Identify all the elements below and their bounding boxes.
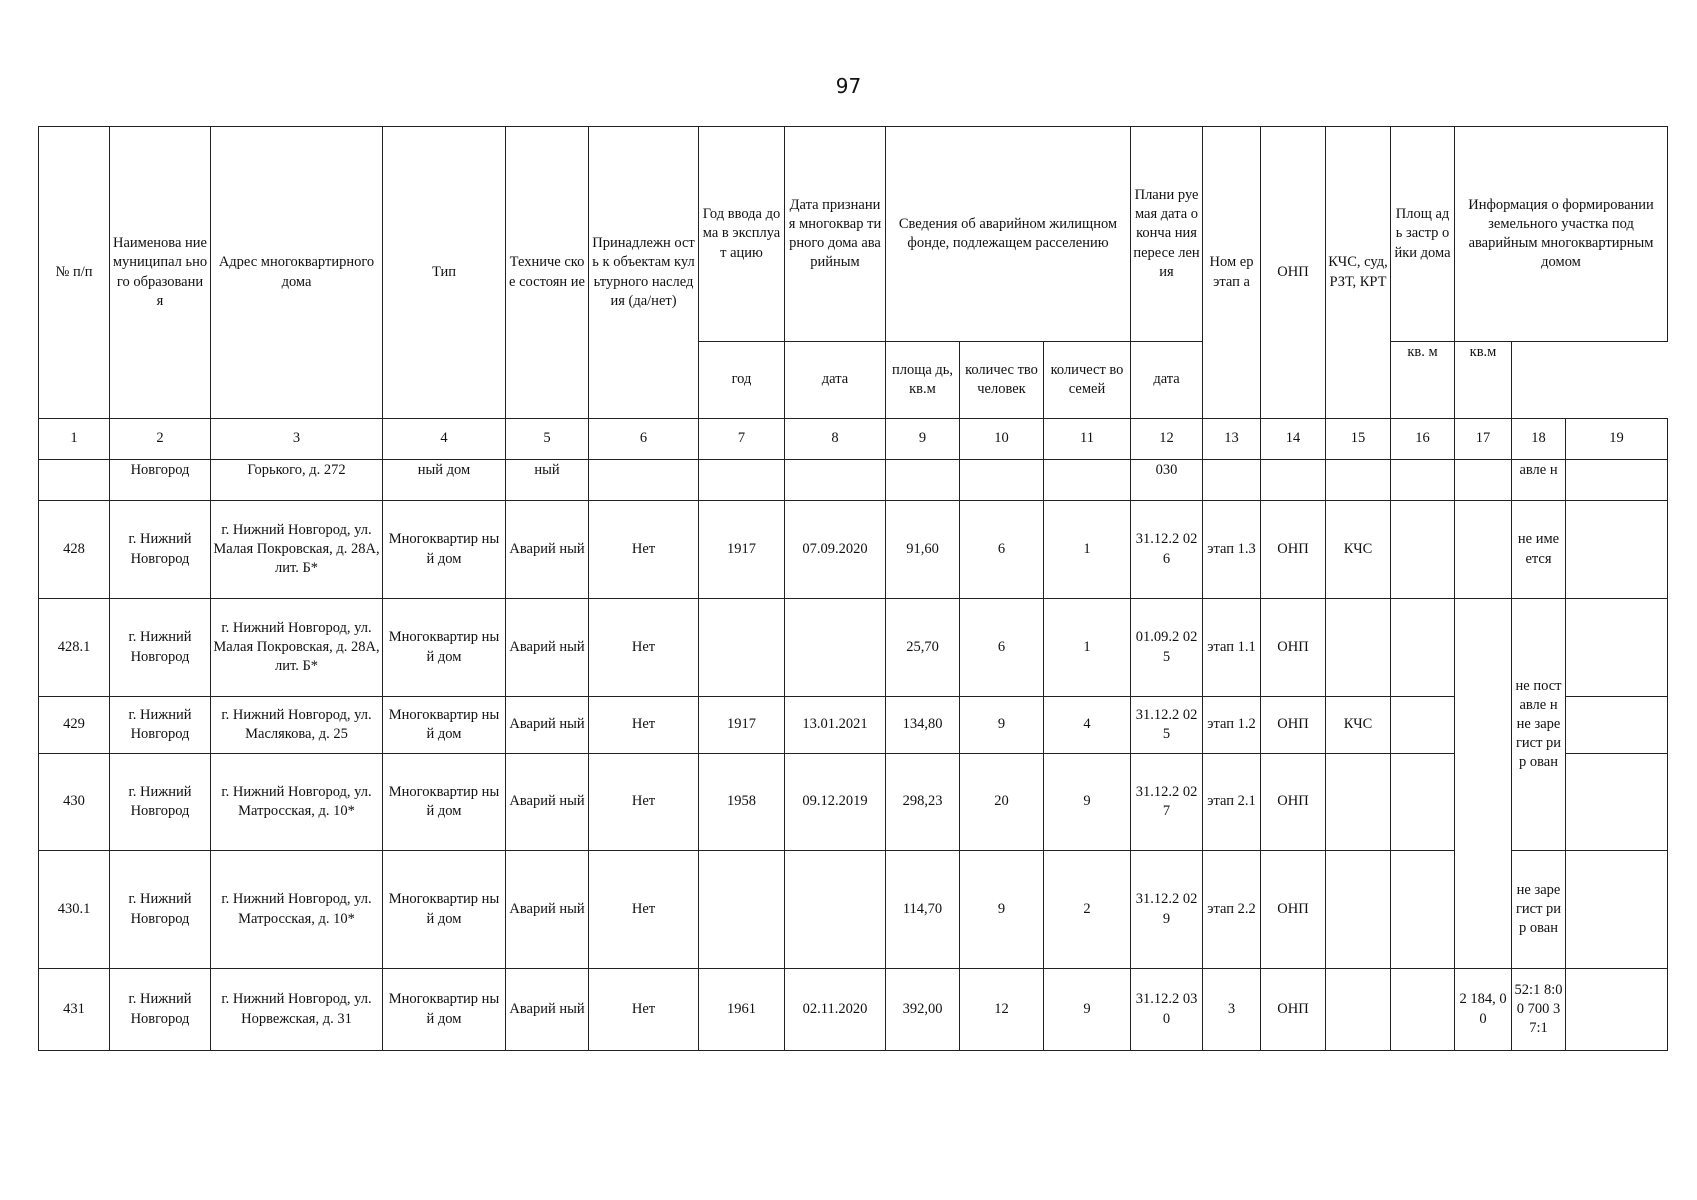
cell-kchs: КЧС xyxy=(1326,501,1391,599)
cell-year xyxy=(699,599,785,697)
cell-built-area xyxy=(1391,969,1455,1051)
subheader-families: количест во семей xyxy=(1044,342,1131,419)
header-row xyxy=(39,127,1668,342)
header-num: № п/п xyxy=(39,127,110,419)
col-number: 14 xyxy=(1261,419,1326,460)
cell-stage: 3 xyxy=(1203,969,1261,1051)
cell-families: 2 xyxy=(1044,851,1131,969)
col-number: 8 xyxy=(785,419,886,460)
cell xyxy=(1261,460,1326,501)
cell-year: 1917 xyxy=(699,501,785,599)
col-number: 5 xyxy=(506,419,589,460)
col-number: 1 xyxy=(39,419,110,460)
cell-people: 9 xyxy=(960,697,1044,754)
cell-stage: этап 1.2 xyxy=(1203,697,1261,754)
header-state: Техниче ское состоян ие xyxy=(506,127,589,419)
cell-num: 428 xyxy=(39,501,110,599)
cell-date: 07.09.2020 xyxy=(785,501,886,599)
cell-date: 13.01.2021 xyxy=(785,697,886,754)
cell-type: Многоквартир ный дом xyxy=(383,969,506,1051)
cell xyxy=(960,460,1044,501)
cell-onp: ОНП xyxy=(1261,599,1326,697)
header-heritage: Принадлежн ость к объектам культурного наследия (да/нет) xyxy=(589,127,699,419)
cell-plan-date: 31.12.2 026 xyxy=(1131,501,1203,599)
cell-plan-date: 31.12.2 029 xyxy=(1131,851,1203,969)
cell xyxy=(785,460,886,501)
cell-built-area xyxy=(1391,697,1455,754)
cell-municipality: г. Нижний Новгород xyxy=(110,697,211,754)
cell-kchs xyxy=(1326,599,1391,697)
cell-area: 25,70 xyxy=(886,599,960,697)
col-number: 19 xyxy=(1566,419,1668,460)
cell-stage: этап 2.1 xyxy=(1203,754,1261,851)
cell-heritage: Нет xyxy=(589,969,699,1051)
cell xyxy=(1566,460,1668,501)
cell-people: 20 xyxy=(960,754,1044,851)
header-emergency-fund: Сведения об аварийном жилищном фонде, подлежащем расселению xyxy=(886,127,1131,342)
cell-state: ный xyxy=(506,460,589,501)
col-number: 7 xyxy=(699,419,785,460)
cell-land-area xyxy=(1455,599,1512,969)
cell-municipality: г. Нижний Новгород xyxy=(110,969,211,1051)
col-number: 3 xyxy=(211,419,383,460)
cell-address: г. Нижний Новгород, ул. Маслякова, д. 25 xyxy=(211,697,383,754)
cell xyxy=(699,460,785,501)
cell-state: Аварий ный xyxy=(506,599,589,697)
cell-area: 392,00 xyxy=(886,969,960,1051)
cell-address: Горького, д. 272 xyxy=(211,460,383,501)
col-number: 2 xyxy=(110,419,211,460)
cell-state: Аварий ный xyxy=(506,501,589,599)
col-number: 15 xyxy=(1326,419,1391,460)
table-row xyxy=(39,501,1668,599)
cell-built-area xyxy=(1391,599,1455,697)
cell-type: Многоквартир ный дом xyxy=(383,754,506,851)
col-number: 12 xyxy=(1131,419,1203,460)
col-number: 11 xyxy=(1044,419,1131,460)
table-row-continuation xyxy=(39,460,1668,501)
col-number: 18 xyxy=(1512,419,1566,460)
col-number: 16 xyxy=(1391,419,1455,460)
header-built-area: Площ адь застр ойки дома xyxy=(1391,127,1455,342)
cell-num: 428.1 xyxy=(39,599,110,697)
table-row xyxy=(39,599,1668,697)
cell xyxy=(589,460,699,501)
cell xyxy=(1203,460,1261,501)
cell-address: г. Нижний Новгород, ул. Матросская, д. 10* xyxy=(211,754,383,851)
cell-people: 9 xyxy=(960,851,1044,969)
cell-type: Многоквартир ный дом xyxy=(383,851,506,969)
cell-municipality: Новгород xyxy=(110,460,211,501)
cell-num: 430 xyxy=(39,754,110,851)
cell xyxy=(1326,460,1391,501)
cell-address: г. Нижний Новгород, ул. Норвежская, д. 31 xyxy=(211,969,383,1051)
cell xyxy=(1044,460,1131,501)
header-type: Тип xyxy=(383,127,506,419)
cell-heritage: Нет xyxy=(589,501,699,599)
cell-land-characteristic xyxy=(1566,754,1668,851)
cell-state: Аварий ный xyxy=(506,969,589,1051)
cell-year: 1958 xyxy=(699,754,785,851)
col-number: 13 xyxy=(1203,419,1261,460)
col-number: 10 xyxy=(960,419,1044,460)
cell-plan-date: 030 xyxy=(1131,460,1203,501)
table-row xyxy=(39,754,1668,851)
header-planned-date: Плани руемая дата оконча ния пересе ления xyxy=(1131,127,1203,342)
cell-plan-date: 31.12.2 030 xyxy=(1131,969,1203,1051)
cell-date: 02.11.2020 xyxy=(785,969,886,1051)
subheader-people: количес тво человек xyxy=(960,342,1044,419)
header-stage: Ном ер этап а xyxy=(1203,127,1261,419)
cell-type: Многоквартир ный дом xyxy=(383,599,506,697)
cell-onp: ОНП xyxy=(1261,969,1326,1051)
cell-people: 12 xyxy=(960,969,1044,1051)
subheader-land-area-unit: кв.м xyxy=(1455,342,1512,419)
cell-date: 09.12.2019 xyxy=(785,754,886,851)
cell-state: Аварий ный xyxy=(506,851,589,969)
emergency-housing-table xyxy=(38,126,1668,1051)
cell-num: 430.1 xyxy=(39,851,110,969)
cell-cadastral: не пост авле н не заре гист рир ован xyxy=(1512,599,1566,851)
cell-kchs: КЧС xyxy=(1326,697,1391,754)
cell-families: 1 xyxy=(1044,501,1131,599)
cell-people: 6 xyxy=(960,501,1044,599)
cell-land-area xyxy=(1455,501,1512,599)
header-recognition-date: Дата признания многоквар тирного дома аварийным xyxy=(785,127,886,342)
cell-plan-date: 31.12.2 027 xyxy=(1131,754,1203,851)
cell-type: Многоквартир ный дом xyxy=(383,501,506,599)
cell-land-area: 2 184, 00 xyxy=(1455,969,1512,1051)
cell-built-area xyxy=(1391,754,1455,851)
subheader-year: год xyxy=(699,342,785,419)
cell-heritage: Нет xyxy=(589,599,699,697)
cell-stage: этап 1.1 xyxy=(1203,599,1261,697)
cell xyxy=(886,460,960,501)
cell-built-area xyxy=(1391,851,1455,969)
col-number: 4 xyxy=(383,419,506,460)
cell-kchs xyxy=(1326,851,1391,969)
cell-onp: ОНП xyxy=(1261,754,1326,851)
cell-state: Аварий ный xyxy=(506,754,589,851)
cell-address: г. Нижний Новгород, ул. Малая Покровская, д. 28А, лит. Б* xyxy=(211,599,383,697)
cell xyxy=(1391,460,1455,501)
subheader-plan-date: дата xyxy=(1131,342,1203,419)
cell-onp: ОНП xyxy=(1261,697,1326,754)
cell-cadastral: не име ется xyxy=(1512,501,1566,599)
cell-people: 6 xyxy=(960,599,1044,697)
table-row xyxy=(39,697,1668,754)
column-number-row xyxy=(39,419,1668,460)
header-year: Год ввода дома в эксплуат ацию xyxy=(699,127,785,342)
cell-onp: ОНП xyxy=(1261,851,1326,969)
cell-families: 9 xyxy=(1044,754,1131,851)
col-number: 17 xyxy=(1455,419,1512,460)
cell-type: Многоквартир ный дом xyxy=(383,697,506,754)
cell-families: 1 xyxy=(1044,599,1131,697)
cell-state: Аварий ный xyxy=(506,697,589,754)
cell-plan-date: 31.12.2 025 xyxy=(1131,697,1203,754)
header-onp: ОНП xyxy=(1261,127,1326,419)
cell-cadastral: не заре гист рир ован xyxy=(1512,851,1566,969)
cell-area: 91,60 xyxy=(886,501,960,599)
cell-address: г. Нижний Новгород, ул. Малая Покровская, д. 28А, лит. Б* xyxy=(211,501,383,599)
cell-heritage: Нет xyxy=(589,697,699,754)
cell-families: 9 xyxy=(1044,969,1131,1051)
cell-year xyxy=(699,851,785,969)
header-municipality: Наименова ние муниципал ьного образовани я xyxy=(110,127,211,419)
cell-cadastral: авле н xyxy=(1512,460,1566,501)
page-number: 97 xyxy=(835,74,862,98)
cell-land-characteristic xyxy=(1566,969,1668,1051)
table-row xyxy=(39,851,1668,969)
cell-heritage: Нет xyxy=(589,754,699,851)
cell-cadastral: 52:1 8:00 700 37:1 xyxy=(1512,969,1566,1051)
cell-land-characteristic xyxy=(1566,697,1668,754)
cell-area: 134,80 xyxy=(886,697,960,754)
subheader-date: дата xyxy=(785,342,886,419)
cell-onp: ОНП xyxy=(1261,501,1326,599)
cell-stage: этап 1.3 xyxy=(1203,501,1261,599)
header-kchs: КЧС, суд, РЗТ, КРТ xyxy=(1326,127,1391,419)
cell-municipality: г. Нижний Новгород xyxy=(110,851,211,969)
cell-land-characteristic xyxy=(1566,599,1668,697)
cell-municipality: г. Нижний Новгород xyxy=(110,754,211,851)
cell-families: 4 xyxy=(1044,697,1131,754)
subheader-built-area-unit: кв. м xyxy=(1391,342,1455,419)
subheader-area: площа дь, кв.м xyxy=(886,342,960,419)
cell-kchs xyxy=(1326,969,1391,1051)
table-row xyxy=(39,969,1668,1051)
cell-municipality: г. Нижний Новгород xyxy=(110,501,211,599)
col-number: 6 xyxy=(589,419,699,460)
cell-plan-date: 01.09.2 025 xyxy=(1131,599,1203,697)
cell-date xyxy=(785,851,886,969)
cell-heritage: Нет xyxy=(589,851,699,969)
cell-municipality: г. Нижний Новгород xyxy=(110,599,211,697)
cell-year: 1917 xyxy=(699,697,785,754)
cell-date xyxy=(785,599,886,697)
cell-area: 298,23 xyxy=(886,754,960,851)
cell-num: 429 xyxy=(39,697,110,754)
cell xyxy=(39,460,110,501)
cell-land-characteristic xyxy=(1566,851,1668,969)
cell-year: 1961 xyxy=(699,969,785,1051)
cell-stage: этап 2.2 xyxy=(1203,851,1261,969)
col-number: 9 xyxy=(886,419,960,460)
cell-type: ный дом xyxy=(383,460,506,501)
cell-kchs xyxy=(1326,754,1391,851)
cell-num: 431 xyxy=(39,969,110,1051)
cell-area: 114,70 xyxy=(886,851,960,969)
header-land-info: Информация о формировании земельного участка под аварийным многоквартирным домом xyxy=(1455,127,1668,342)
cell xyxy=(1455,460,1512,501)
cell-land-characteristic xyxy=(1566,501,1668,599)
cell-built-area xyxy=(1391,501,1455,599)
header-address: Адрес многоквартирного дома xyxy=(211,127,383,419)
cell-address: г. Нижний Новгород, ул. Матросская, д. 10* xyxy=(211,851,383,969)
